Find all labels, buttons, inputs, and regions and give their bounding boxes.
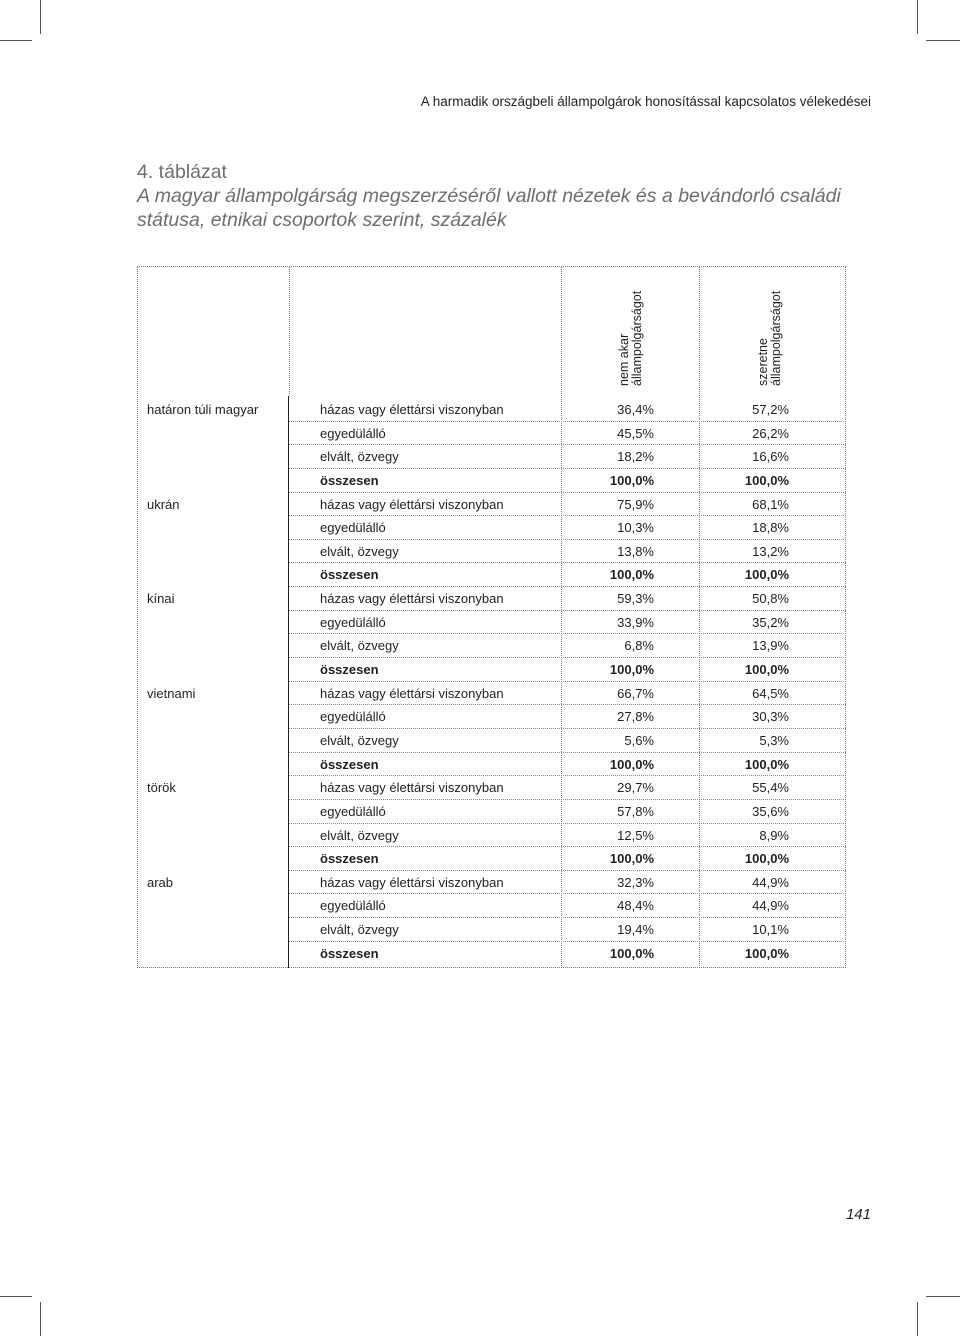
value-no-citizenship: 32,3% [617,874,654,890]
group-label: arab [147,874,174,890]
column-header-line: szeretne [756,338,770,386]
value-wants-citizenship: 13,9% [752,638,789,654]
status-label: összesen [320,945,379,961]
table-row [137,824,846,848]
table-divider [289,266,290,396]
status-label: házas vagy élettársi viszonyban [320,402,504,417]
value-no-citizenship: 100,0% [609,567,654,583]
status-label: elvált, özvegy [320,827,399,843]
status-label: egyedülálló [320,803,386,819]
status-label: házas vagy élettársi viszonyban [320,685,504,701]
crop-mark [926,1296,960,1297]
group-label: vietnami [147,685,196,701]
status-label: elvált, özvegy [320,922,399,938]
table-body [137,398,846,965]
table-row [137,918,846,942]
value-no-citizenship: 48,4% [617,898,654,914]
value-wants-citizenship: 44,9% [752,898,789,914]
status-label: házas vagy élettársi viszonyban [320,496,504,512]
table-row [137,587,846,611]
table-row [137,800,846,824]
value-wants-citizenship: 16,6% [752,449,789,465]
value-wants-citizenship: 5,3% [759,732,789,748]
table-row [137,894,846,918]
table-row [137,611,846,635]
table-row [137,729,846,753]
value-wants-citizenship: 30,3% [752,709,789,725]
value-no-citizenship: 18,2% [617,449,654,465]
status-label: összesen [320,756,379,772]
data-table [137,266,846,968]
group-label: határon túli magyar [147,402,259,417]
column-header-no-citizenship [618,291,644,386]
crop-mark [40,1302,41,1336]
status-label: egyedülálló [320,520,386,536]
group-label: kínai [147,591,175,607]
status-label: összesen [320,662,379,678]
value-wants-citizenship: 100,0% [744,945,789,961]
status-label: elvált, özvegy [320,732,399,748]
value-no-citizenship: 75,9% [617,496,654,512]
value-wants-citizenship: 55,4% [752,780,789,796]
table-row [137,516,846,540]
value-wants-citizenship: 100,0% [744,567,789,583]
table-row [137,634,846,658]
value-no-citizenship: 45,5% [617,425,654,441]
value-no-citizenship: 100,0% [609,851,654,867]
crop-mark [917,0,918,34]
table-total-row [137,753,846,777]
table-row [137,682,846,706]
column-header-line: állampolgárságot [630,290,644,386]
value-no-citizenship: 29,7% [617,780,654,796]
value-wants-citizenship: 100,0% [744,851,789,867]
value-wants-citizenship: 35,2% [752,614,789,630]
value-no-citizenship: 19,4% [617,922,654,938]
table-title-line2: státusa, etnikai csoportok szerint, százalék [137,209,507,231]
table-row [137,871,846,895]
table-row [137,445,846,469]
column-header-line: állampolgárságot [769,290,783,386]
status-label: házas vagy élettársi viszonyban [320,591,504,607]
table-label: 4. táblázat [137,161,227,183]
page-number: 141 [845,1206,871,1223]
value-no-citizenship: 13,8% [617,543,654,559]
group-label: ukrán [147,496,180,512]
value-wants-citizenship: 57,2% [752,402,789,417]
value-no-citizenship: 59,3% [617,591,654,607]
table-caption [137,160,857,232]
table-row [137,705,846,729]
value-wants-citizenship: 10,1% [752,922,789,938]
value-no-citizenship: 57,8% [617,803,654,819]
table-row [137,493,846,517]
value-wants-citizenship: 13,2% [752,543,789,559]
column-header-wants-citizenship [757,291,783,386]
status-label: összesen [320,851,379,867]
status-label: egyedülálló [320,898,386,914]
value-no-citizenship: 100,0% [609,945,654,961]
value-wants-citizenship: 18,8% [752,520,789,536]
table-title-line1: A magyar állampolgárság megszerzéséről vallott nézetek és a bevándorló családi [137,185,841,207]
value-wants-citizenship: 44,9% [752,874,789,890]
value-wants-citizenship: 100,0% [744,756,789,772]
table-total-row [137,469,846,493]
value-no-citizenship: 66,7% [617,685,654,701]
status-label: elvált, özvegy [320,449,399,465]
value-wants-citizenship: 50,8% [752,591,789,607]
crop-mark [0,40,32,41]
crop-mark [40,0,41,34]
value-no-citizenship: 36,4% [617,402,654,417]
table-border-top [137,266,846,267]
status-label: házas vagy élettársi viszonyban [320,874,504,890]
running-header: A harmadik országbeli állampolgárok honosítással kapcsolatos vélekedései [420,94,871,109]
table-row [137,398,846,422]
value-no-citizenship: 5,6% [624,732,654,748]
table-row [137,776,846,800]
crop-mark [926,40,960,41]
table-border-bottom [137,967,846,968]
status-label: egyedülálló [320,425,386,441]
value-wants-citizenship: 26,2% [752,425,789,441]
status-label: egyedülálló [320,614,386,630]
value-no-citizenship: 12,5% [617,827,654,843]
value-no-citizenship: 100,0% [609,472,654,488]
table-total-row [137,942,846,966]
table-total-row [137,563,846,587]
status-label: elvált, özvegy [320,543,399,559]
status-label: házas vagy élettársi viszonyban [320,780,504,796]
value-no-citizenship: 100,0% [609,756,654,772]
table-total-row [137,847,846,871]
value-no-citizenship: 10,3% [617,520,654,536]
value-wants-citizenship: 8,9% [759,827,789,843]
table-row [137,422,846,446]
value-wants-citizenship: 68,1% [752,496,789,512]
group-label: török [147,780,176,796]
status-label: összesen [320,472,379,488]
crop-mark [917,1302,918,1336]
value-no-citizenship: 6,8% [624,638,654,654]
value-wants-citizenship: 100,0% [744,472,789,488]
value-wants-citizenship: 64,5% [752,685,789,701]
value-no-citizenship: 33,9% [617,614,654,630]
value-no-citizenship: 100,0% [609,662,654,678]
column-header-line: nem akar [617,333,631,386]
value-wants-citizenship: 100,0% [744,662,789,678]
crop-mark [0,1296,32,1297]
value-no-citizenship: 27,8% [617,709,654,725]
value-wants-citizenship: 35,6% [752,803,789,819]
table-total-row [137,658,846,682]
table-row [137,540,846,564]
status-label: összesen [320,567,379,583]
status-label: egyedülálló [320,709,386,725]
status-label: elvált, özvegy [320,638,399,654]
